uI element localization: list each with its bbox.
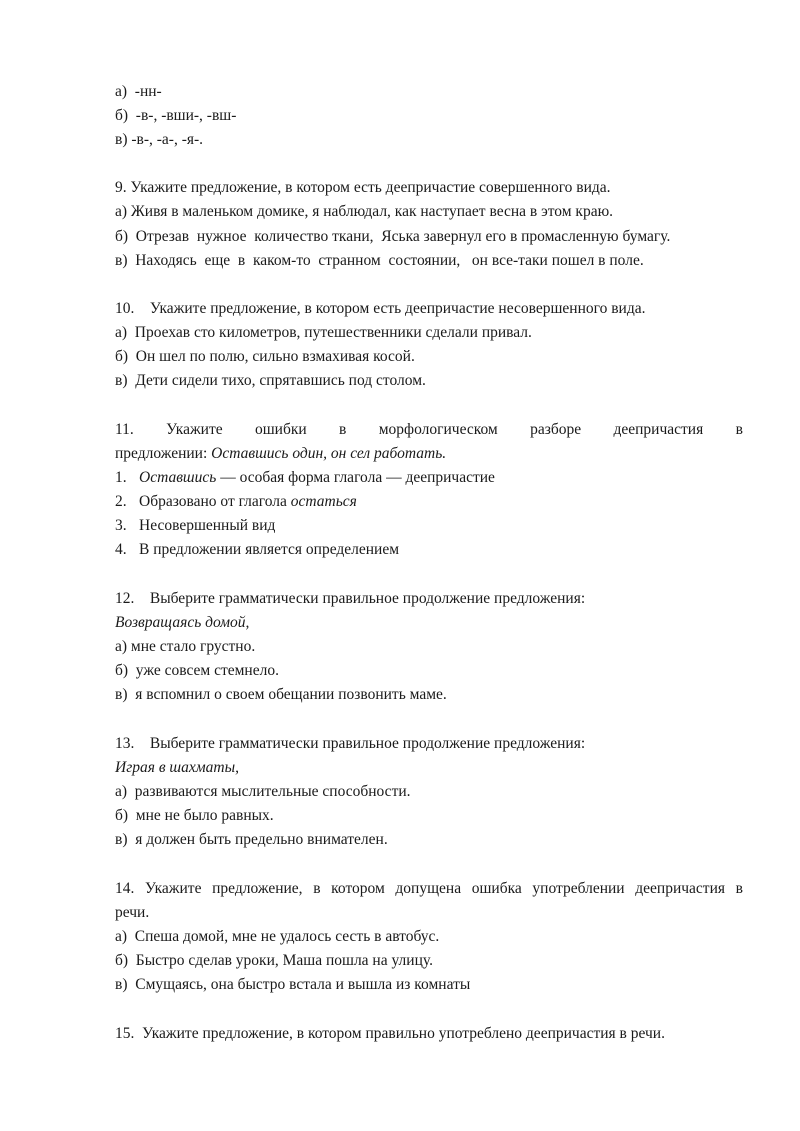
q11-example-sentence: Оставшись один, он сел работать. bbox=[211, 445, 447, 462]
q11-item-text: Образовано от глагола bbox=[139, 493, 291, 510]
q11-item-text: Несовершенный вид bbox=[139, 517, 276, 534]
q10-option-c: в) Дети сидели тихо, спрятавшись под столом. bbox=[115, 372, 426, 389]
q11-question-line2 bbox=[115, 444, 446, 464]
q8-option-a: а) -нн- bbox=[115, 83, 162, 100]
q11-word: 11. bbox=[115, 421, 134, 438]
q11-item-text: — особая форма глагола — деепричастие bbox=[216, 469, 495, 486]
q11-word: деепричастия bbox=[613, 421, 704, 438]
q12-prompt bbox=[115, 613, 249, 633]
q10-option-a: а) Проехав сто километров, путешественники сделали привал. bbox=[115, 324, 532, 341]
q11-item-italic: Оставшись bbox=[139, 469, 217, 486]
q11-item-2 bbox=[115, 492, 357, 512]
q14-word: деепричастия bbox=[635, 880, 725, 897]
q12-option-b: б) уже совсем стемнело. bbox=[115, 662, 279, 679]
q9-option-b: б) Отрезав нужное количество ткани, Яська завернул его в промасленную бумагу. bbox=[115, 228, 671, 245]
q14-word: 14. bbox=[115, 880, 135, 897]
q14-word: в bbox=[313, 880, 321, 897]
q14-word: ошибка bbox=[471, 880, 522, 897]
q12-option-a: а) мне стало грустно. bbox=[115, 638, 256, 655]
q11-item-4 bbox=[115, 540, 399, 560]
q14-word: допущена bbox=[395, 880, 462, 897]
q10-question: 10. Укажите предложение, в котором есть деепричастие несовершенного вида. bbox=[115, 300, 646, 317]
q11-word: ошибки bbox=[254, 421, 307, 438]
q11-word: морфологическом bbox=[378, 421, 498, 438]
q8-option-c: в) -в-, -а-, -я-. bbox=[115, 131, 204, 148]
q11-line2-prefix: предложении: bbox=[115, 445, 212, 462]
q11-word: разборе bbox=[530, 421, 582, 438]
q11-question-line1 bbox=[115, 420, 743, 440]
q14-option-c: в) Смущаясь, она быстро встала и вышла из комнаты bbox=[115, 976, 471, 993]
q12-question: 12. Выберите грамматически правильное продолжение предложения: bbox=[115, 590, 586, 607]
q11-item-number: 4. bbox=[115, 541, 127, 558]
q14-question-line2: речи. bbox=[115, 904, 150, 921]
q14-option-b: б) Быстро сделав уроки, Маша пошла на улицу. bbox=[115, 952, 433, 969]
q13-option-c: в) я должен быть предельно внимателен. bbox=[115, 831, 388, 848]
q13-question: 13. Выберите грамматически правильное продолжение предложения: bbox=[115, 735, 586, 752]
q11-word: в bbox=[339, 421, 347, 438]
q12-prompt-text: Возвращаясь домой, bbox=[115, 614, 250, 631]
q14-option-a: а) Спеша домой, мне не удалось сесть в автобус. bbox=[115, 928, 440, 945]
q11-item-number: 3. bbox=[115, 517, 127, 534]
q8-option-b: б) -в-, -вши-, -вш- bbox=[115, 107, 237, 124]
q11-item-1 bbox=[115, 468, 495, 488]
q11-item-text: В предложении является определением bbox=[139, 541, 400, 558]
q11-item-italic: остаться bbox=[290, 493, 357, 510]
q9-option-c: в) Находясь еще в каком-то странном состоянии, он все-таки пошел в поле. bbox=[115, 252, 644, 269]
q11-item-3 bbox=[115, 516, 275, 536]
q13-option-b: б) мне не было равных. bbox=[115, 807, 274, 824]
q11-word: в bbox=[735, 421, 743, 438]
q13-prompt-text: Играя в шахматы, bbox=[115, 759, 239, 776]
q13-option-a: а) развиваются мыслительные способности. bbox=[115, 783, 411, 800]
q12-option-c: в) я вспомнил о своем обещании позвонить маме. bbox=[115, 686, 447, 703]
q14-word: употреблении bbox=[532, 880, 625, 897]
q11-item-number: 1. bbox=[115, 469, 127, 486]
q14-word: в bbox=[735, 880, 743, 897]
q15-question: 15. Укажите предложение, в котором правильно употреблено деепричастия в речи. bbox=[115, 1025, 665, 1042]
q9-question: 9. Укажите предложение, в котором есть деепричастие совершенного вида. bbox=[115, 179, 611, 196]
q14-word: котором bbox=[331, 880, 385, 897]
q14-word: предложение, bbox=[212, 880, 303, 897]
q11-word: Укажите bbox=[166, 421, 223, 438]
q14-question-line1 bbox=[115, 879, 743, 899]
q13-prompt bbox=[115, 758, 239, 778]
q14-word: Укажите bbox=[145, 880, 202, 897]
q11-item-number: 2. bbox=[115, 493, 127, 510]
q9-option-a: а) Живя в маленьком домике, я наблюдал, как наступает весна в этом краю. bbox=[115, 203, 614, 220]
q10-option-b: б) Он шел по полю, сильно взмахивая косой. bbox=[115, 348, 415, 365]
